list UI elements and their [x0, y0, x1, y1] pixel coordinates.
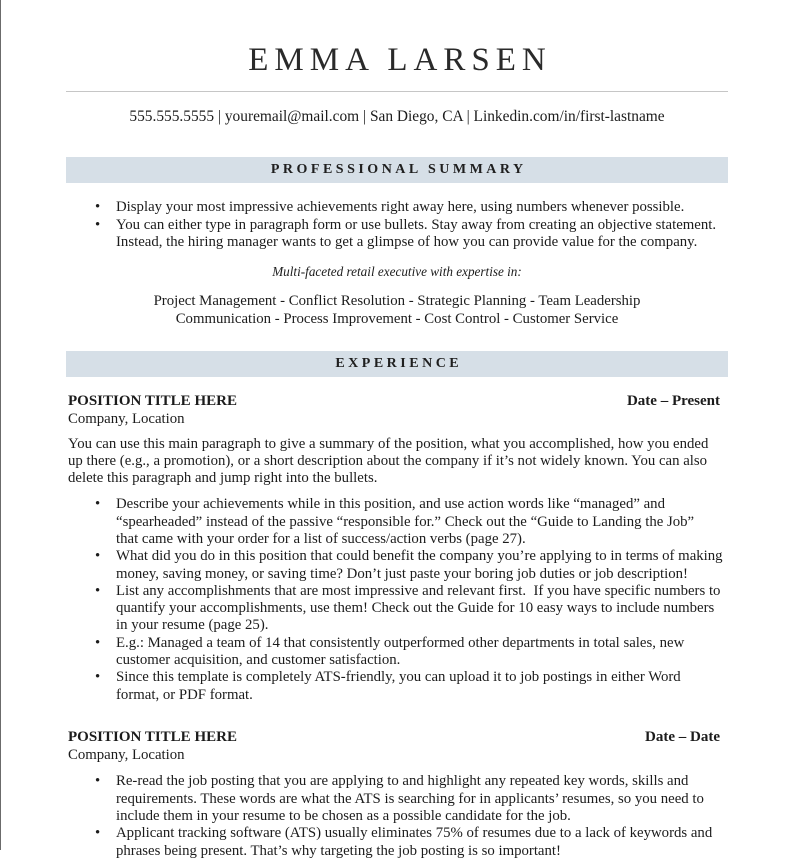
expertise-line: Project Management - Conflict Resolution - Strategic Planning - Team Leadership: [153, 293, 641, 309]
contact-separator: |: [363, 108, 367, 125]
candidate-name: EMMA LARSEN: [248, 42, 552, 78]
list-item: [116, 635, 728, 670]
bullet-text: Describe your achievements while in this position, and use action words like “managed” and “spearheaded” instead of the passive “responsible for.” Check out the “Guide to Landing the Job” that came with your order for a list of success/action verbs (page 27).: [116, 496, 695, 547]
summary-bullet-list: [116, 199, 728, 252]
viewer-edge: [0, 0, 1, 850]
expertise-list: [66, 292, 728, 328]
bullet-icon: [95, 825, 100, 842]
bullet-icon: [95, 583, 100, 600]
position-title: POSITION TITLE HERE: [68, 729, 237, 745]
bullet-icon: [95, 635, 100, 652]
list-item: [116, 773, 728, 825]
bullet-icon: [95, 496, 100, 513]
expertise-line: Communication - Process Improvement - Cost Control - Customer Service: [175, 311, 619, 327]
contact-line: [66, 108, 728, 126]
section-heading-summary: PROFESSIONAL SUMMARY: [66, 157, 728, 183]
position-title-row: [68, 393, 720, 411]
position-header: [68, 729, 720, 764]
position-title-row: [68, 729, 720, 747]
list-item: [116, 669, 728, 704]
position-company: Company, Location: [68, 410, 185, 427]
contact-location: San Diego, CA: [369, 108, 463, 125]
contact-separator: |: [217, 108, 221, 125]
bullet-text: What did you do in this position that could benefit the company you’re applying to in terms of making money, saving money, or saving time? Don’t just paste your boring job duties or job description!: [116, 548, 723, 582]
position-title: POSITION TITLE HERE: [68, 393, 237, 409]
position-bullet-list: [116, 496, 728, 704]
list-item: [116, 217, 728, 252]
bullet-text: List any accomplishments that are most impressive and relevant first. If you have specific numbers to quantify your accomplishments, use them! Check out the Guide for 10 easy ways to include numbers in your resume (page 25).: [116, 582, 721, 634]
list-item: [116, 583, 728, 635]
position-header: [68, 393, 720, 428]
position-description: You can use this main paragraph to give a summary of the position, what you accomplished, how you ended up there (e.g., a promotion), or a short description about the company if it’s not widely known. You can also delete this paragraph and jump right into the bullets.: [68, 435, 709, 486]
bullet-icon: [95, 217, 100, 235]
contact-email: youremail@mail.com: [224, 108, 360, 125]
contact-phone: 555.555.5555: [129, 108, 215, 125]
expertise-intro: Multi-faceted retail executive with expertise in:: [272, 264, 522, 279]
bullet-text: Since this template is completely ATS-friendly, you can upload it to job postings in either Word format, or PDF format.: [116, 669, 681, 703]
list-item: [116, 548, 728, 583]
bullet-icon: [95, 773, 100, 790]
bullet-icon: [95, 548, 100, 565]
section-heading-experience: EXPERIENCE: [66, 351, 728, 377]
bullet-text: Applicant tracking software (ATS) usually eliminates 75% of resumes due to a lack of keywords and phrases being present. That’s why targeting the job posting is so important!: [116, 825, 713, 859]
position-dates: Date – Present: [626, 393, 720, 409]
header-divider: [66, 91, 728, 92]
position-dates: Date – Date: [645, 729, 720, 745]
bullet-text: Re-read the job posting that you are applying to and highlight any repeated key words, skills and requirements. These words are what the ATS is searching for in applicants’ resumes, so you need to include them in your resume to be chosen as a possible candidate for the job.: [116, 773, 704, 824]
list-item: [116, 496, 728, 548]
list-item: [116, 825, 728, 859]
bullet-icon: [95, 199, 100, 217]
bullet-text: E.g.: Managed a team of 14 that consistently outperformed other departments in total sales, new customer acquisition, and customer satisfaction.: [116, 634, 685, 669]
list-item: [116, 199, 728, 217]
bullet-text: Display your most impressive achievements right away here, using numbers whenever possible.: [116, 199, 685, 215]
position-bullet-list: [116, 773, 728, 859]
bullet-text: You can either type in paragraph form or use bullets. Stay away from creating an objective statement. Instead, the hiring manager wants to get a glimpse of how you can provide value for the company.: [116, 216, 717, 250]
contact-linkedin: Linkedin.com/in/first-lastname: [473, 108, 665, 125]
contact-separator: |: [466, 108, 470, 125]
position-company: Company, Location: [68, 746, 185, 763]
bullet-icon: [95, 669, 100, 686]
